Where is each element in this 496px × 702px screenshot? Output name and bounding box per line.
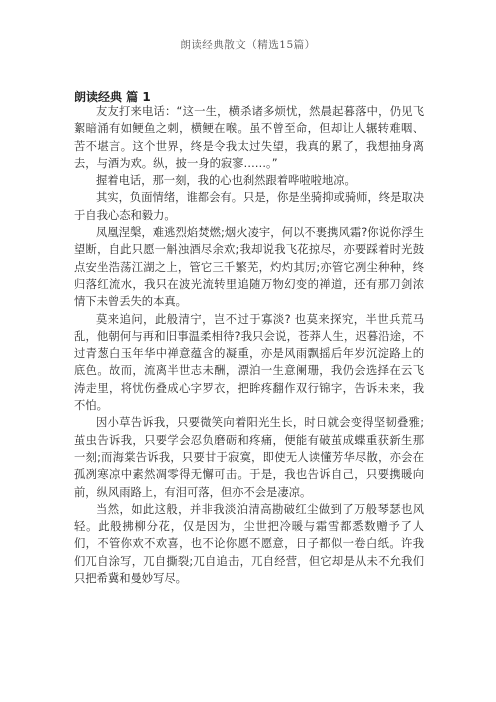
paragraph: 握着电话，那一刻，我的心也刹然跟着哗啦啦地凉。	[96, 174, 356, 188]
paragraph: 莫来追问，此般清宁，岂不过于寡淡? 也莫来探究，半世兵荒马乱，他朝何与再和旧事温柔相待?我只会说，苍莽人生，迟暮沿途，不过青葱白玉年华中禅意蕴含的凝重，亦是风雨飘摇后年岁沉淀路上的底色。故而，流离半世志未酬，漂泊一生意阑珊，我仍会选择在云飞涛走里，将忧伤叠成心字罗衣，把眸疼翻作双行锦字，告诉未来，我不怕。	[74, 312, 424, 413]
document-header: 朗读经典散文（精选15篇）	[180, 39, 316, 51]
paragraph: 友友打来电话：“这一生，横杀诸多烦忧，然晨起暮落中，仍见飞絮暗涌有如鲠鱼之刺，横鲠在喉。虽不曾至命，但却让人辗转难咽、苦不堪言。这个世界，终是令我太过失望，我真的累了，我想抽身离去，与酒为欢。纵，披一身的寂寥……。”	[74, 105, 424, 170]
paragraph: 其实，负面情绪，谁都会有。只是，你是坐骑抑或骑师，终是取决于自我心态和毅力。	[74, 191, 424, 222]
paragraph: 因小草告诉我，只要微笑向着阳光生长，时日就会变得坚韧叠雅;茧虫告诉我，只要学会忍负磨砺和疼痛，便能有破茧成蝶重获新生那一刻;而海棠告诉我，只要甘于寂寞，即使无人读懂芳华尽散，亦会在孤冽寒凉中素然凋零得无懈可击。于是，我也告诉自己，只要携暖向前，纵风雨路上，有泪可落，但亦不会是凄凉。	[74, 416, 424, 499]
section-title: 朗读经典 篇 1	[74, 90, 151, 104]
article-body	[74, 103, 424, 587]
paragraph: 当然，如此这般，并非我淡泊清高勘破红尘做到了万般琴瑟也风轻。此般拂柳分花，仅是因为，尘世把冷暖与霜雪都悉数赠予了人们，不管你欢不欢喜，也不论你愿不愿意，日子都似一卷白纸。许我们兀自涂写，兀自撕裂;兀自追击，兀自经营，但它却是从未不允我们只把希冀和曼妙写尽。	[74, 502, 424, 586]
paragraph: 凤凰涅槃，难逃烈焰焚燃;烟火凌宇，何以不裹携风霜?你说你浮生望断，自此只愿一斛浊酒尽余欢;我却说我飞花掠尽，亦要踩着时光鼓点安坐浩荡江湖之上，管它三千繁芜，灼灼其厉;亦管它冽尘种种，终归落红流水，我只在波光流转里追随万物幻变的禅道，还有那刀剑浓情下未曾丢失的本真。	[74, 226, 424, 309]
